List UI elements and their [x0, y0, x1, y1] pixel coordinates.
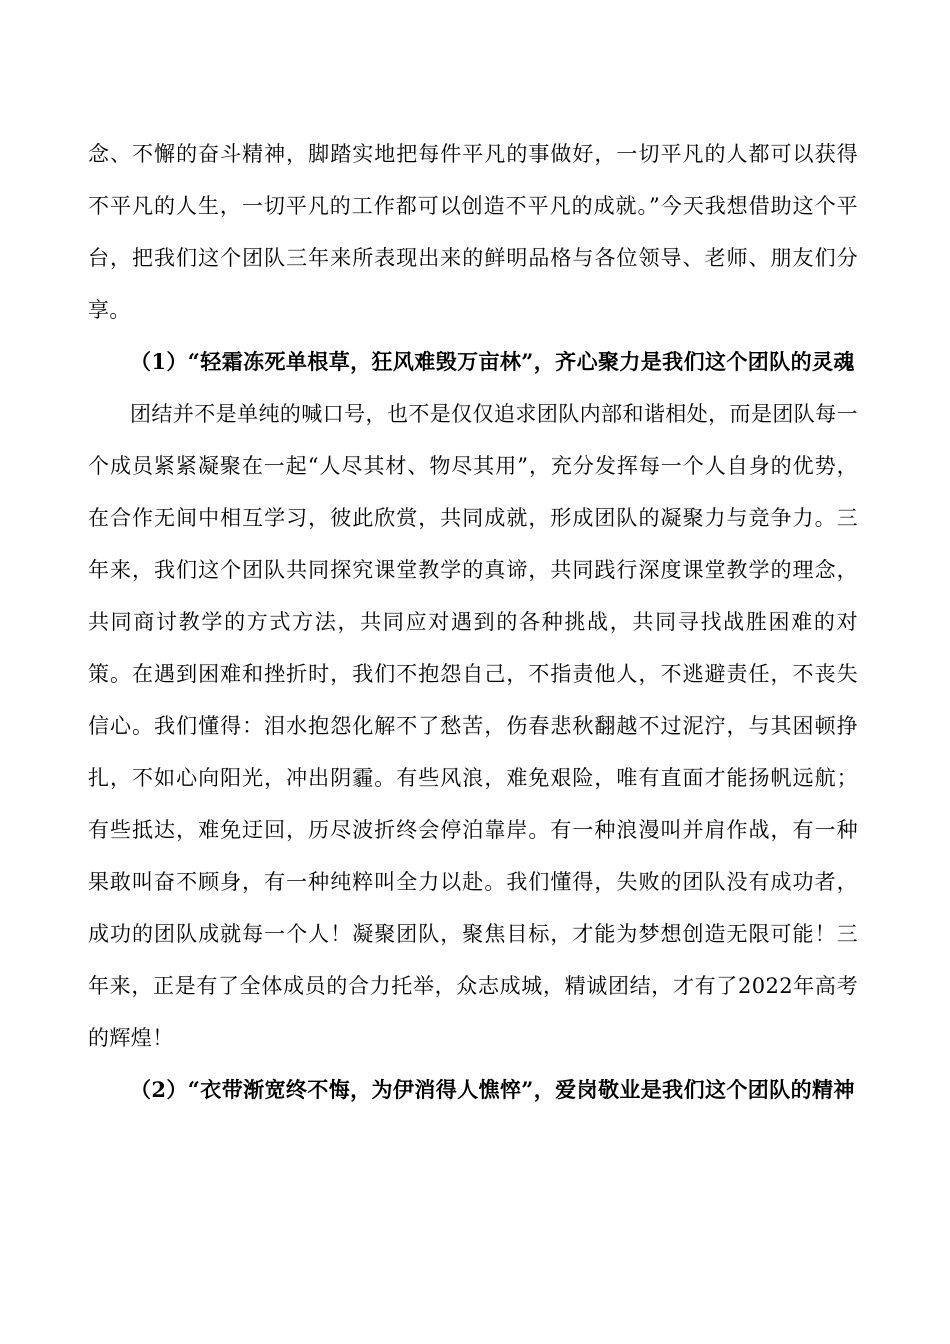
- document-page: [88, 128, 858, 1116]
- body-paragraph-continuation: 念、不懈的奋斗精神，脚踏实地把每件平凡的事做好，一切平凡的人都可以获得不平凡的人生，一切平凡的工作都可以创造不平凡的成就。”今天我想借助这个平台，把我们这个团队三年来所表现出来的鲜明品格与各位领导、老师、朋友们分享。: [88, 142, 858, 322]
- section-heading-1: （1）“轻霜冻死单根草，狂风难毁万亩林”，齐心聚力是我们这个团队的灵魂: [130, 349, 855, 374]
- section-heading-2: （2）“衣带渐宽终不悔，为伊消得人憔悴”，爱岗敬业是我们这个团队的精神: [130, 1077, 855, 1102]
- body-paragraph-unity: 团结并不是单纯的喊口号，也不是仅仅追求团队内部和谐相处，而是团队每一个成员紧紧凝聚在一起“人尽其材、物尽其用”，充分发挥每一个人自身的优势，在合作无间中相互学习，彼此欣赏，共同成就，形成团队的凝聚力与竞争力。三年来，我们这个团队共同探究课堂教学的真谛，共同践行深度课堂教学的理念，共同商讨教学的方式方法，共同应对遇到的各种挑战，共同寻找战胜困难的对策。在遇到困难和挫折时，我们不抱怨自己，不指责他人，不逃避责任，不丧失信心。我们懂得：泪水抱怨化解不了愁苦，伤春悲秋翻越不过泥泞，与其困顿挣扎，不如心向阳光，冲出阴霾。有些风浪，难免艰险，唯有直面才能扬帆远航；有些抵达，难免迂回，历尽波折终会停泊靠岸。有一种浪漫叫并肩作战，有一种果敢叫奋不顾身，有一种纯粹叫全力以赴。我们懂得，失败的团队没有成功者，成功的团队成就每一个人！凝聚团队，聚焦目标，才能为梦想创造无限可能！三年来，正是有了全体成员的合力托举，众志成城，精诚团结，才有了2022年高考的辉煌！: [88, 402, 858, 1050]
